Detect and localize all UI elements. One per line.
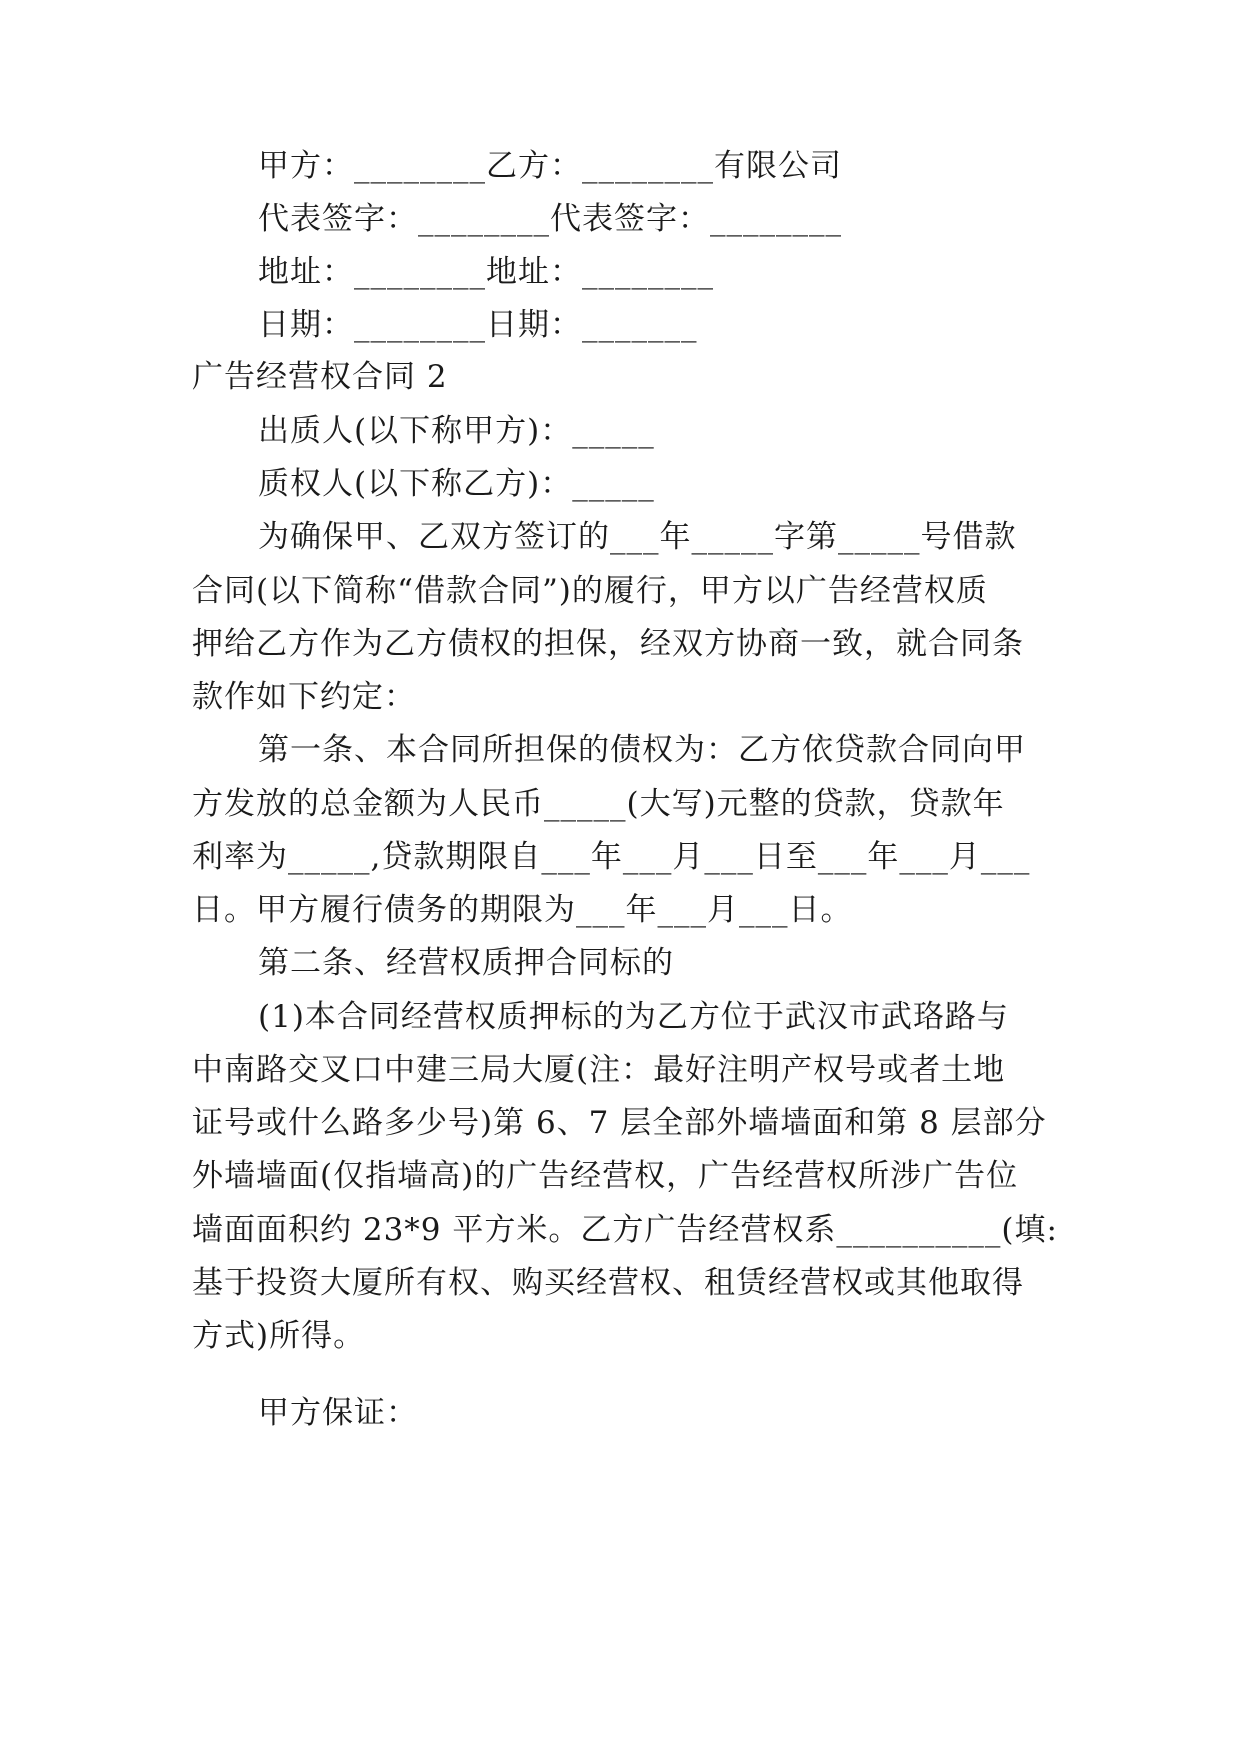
article1-line: 第一条、本合同所担保的债权为：乙方依贷款合同向甲 — [258, 732, 1026, 768]
preamble-line: 押给乙方作为乙方债权的担保，经双方协商一致，就合同条 — [192, 626, 1024, 662]
party-pledgor: 出质人(以下称甲方)：_____ — [258, 413, 655, 449]
preamble-line: 款作如下约定： — [192, 679, 416, 715]
article1-line: 日。甲方履行债务的期限为___年___月___日。 — [192, 892, 853, 928]
contract-heading: 广告经营权合同 2 — [192, 359, 448, 395]
signature-line-address: 地址：________地址：________ — [258, 254, 714, 290]
article2-item-line: 方式)所得。 — [192, 1318, 366, 1354]
article2-item-line: (1)本合同经营权质押标的为乙方位于武汉市武珞路与 — [258, 999, 1009, 1035]
preamble-line: 合同(以下简称“借款合同”)的履行，甲方以广告经营权质 — [192, 573, 988, 609]
article2-title: 第二条、经营权质押合同标的 — [258, 945, 674, 981]
article2-item-line: 墙面面积约 23*9 平方米。乙方广告经营权系__________(填: — [192, 1212, 1058, 1248]
article1-line: 利率为_____,贷款期限自___年___月___日至___年___月___ — [192, 839, 1031, 875]
signature-line-date: 日期：________日期：_______ — [258, 307, 698, 343]
party-pledgee: 质权人(以下称乙方)：_____ — [258, 466, 655, 502]
article2-item-line: 证号或什么路多少号)第 6、7 层全部外墙墙面和第 8 层部分 — [192, 1105, 1047, 1141]
guarantee-title: 甲方保证： — [258, 1395, 418, 1431]
article2-item-line: 基于投资大厦所有权、购买经营权、租赁经营权或其他取得 — [192, 1265, 1024, 1301]
signature-line-party: 甲方：________乙方：________有限公司 — [258, 148, 842, 184]
article2-item-line: 中南路交叉口中建三局大厦(注：最好注明产权号或者土地 — [192, 1052, 1006, 1088]
article2-item-line: 外墙墙面(仅指墙高)的广告经营权，广告经营权所涉广告位 — [192, 1158, 1019, 1194]
signature-line-representative: 代表签字：________代表签字：________ — [258, 201, 842, 237]
preamble-line: 为确保甲、乙双方签订的___年_____字第_____号借款 — [258, 519, 1017, 555]
article1-line: 方发放的总金额为人民币_____(大写)元整的贷款，贷款年 — [192, 786, 1005, 822]
